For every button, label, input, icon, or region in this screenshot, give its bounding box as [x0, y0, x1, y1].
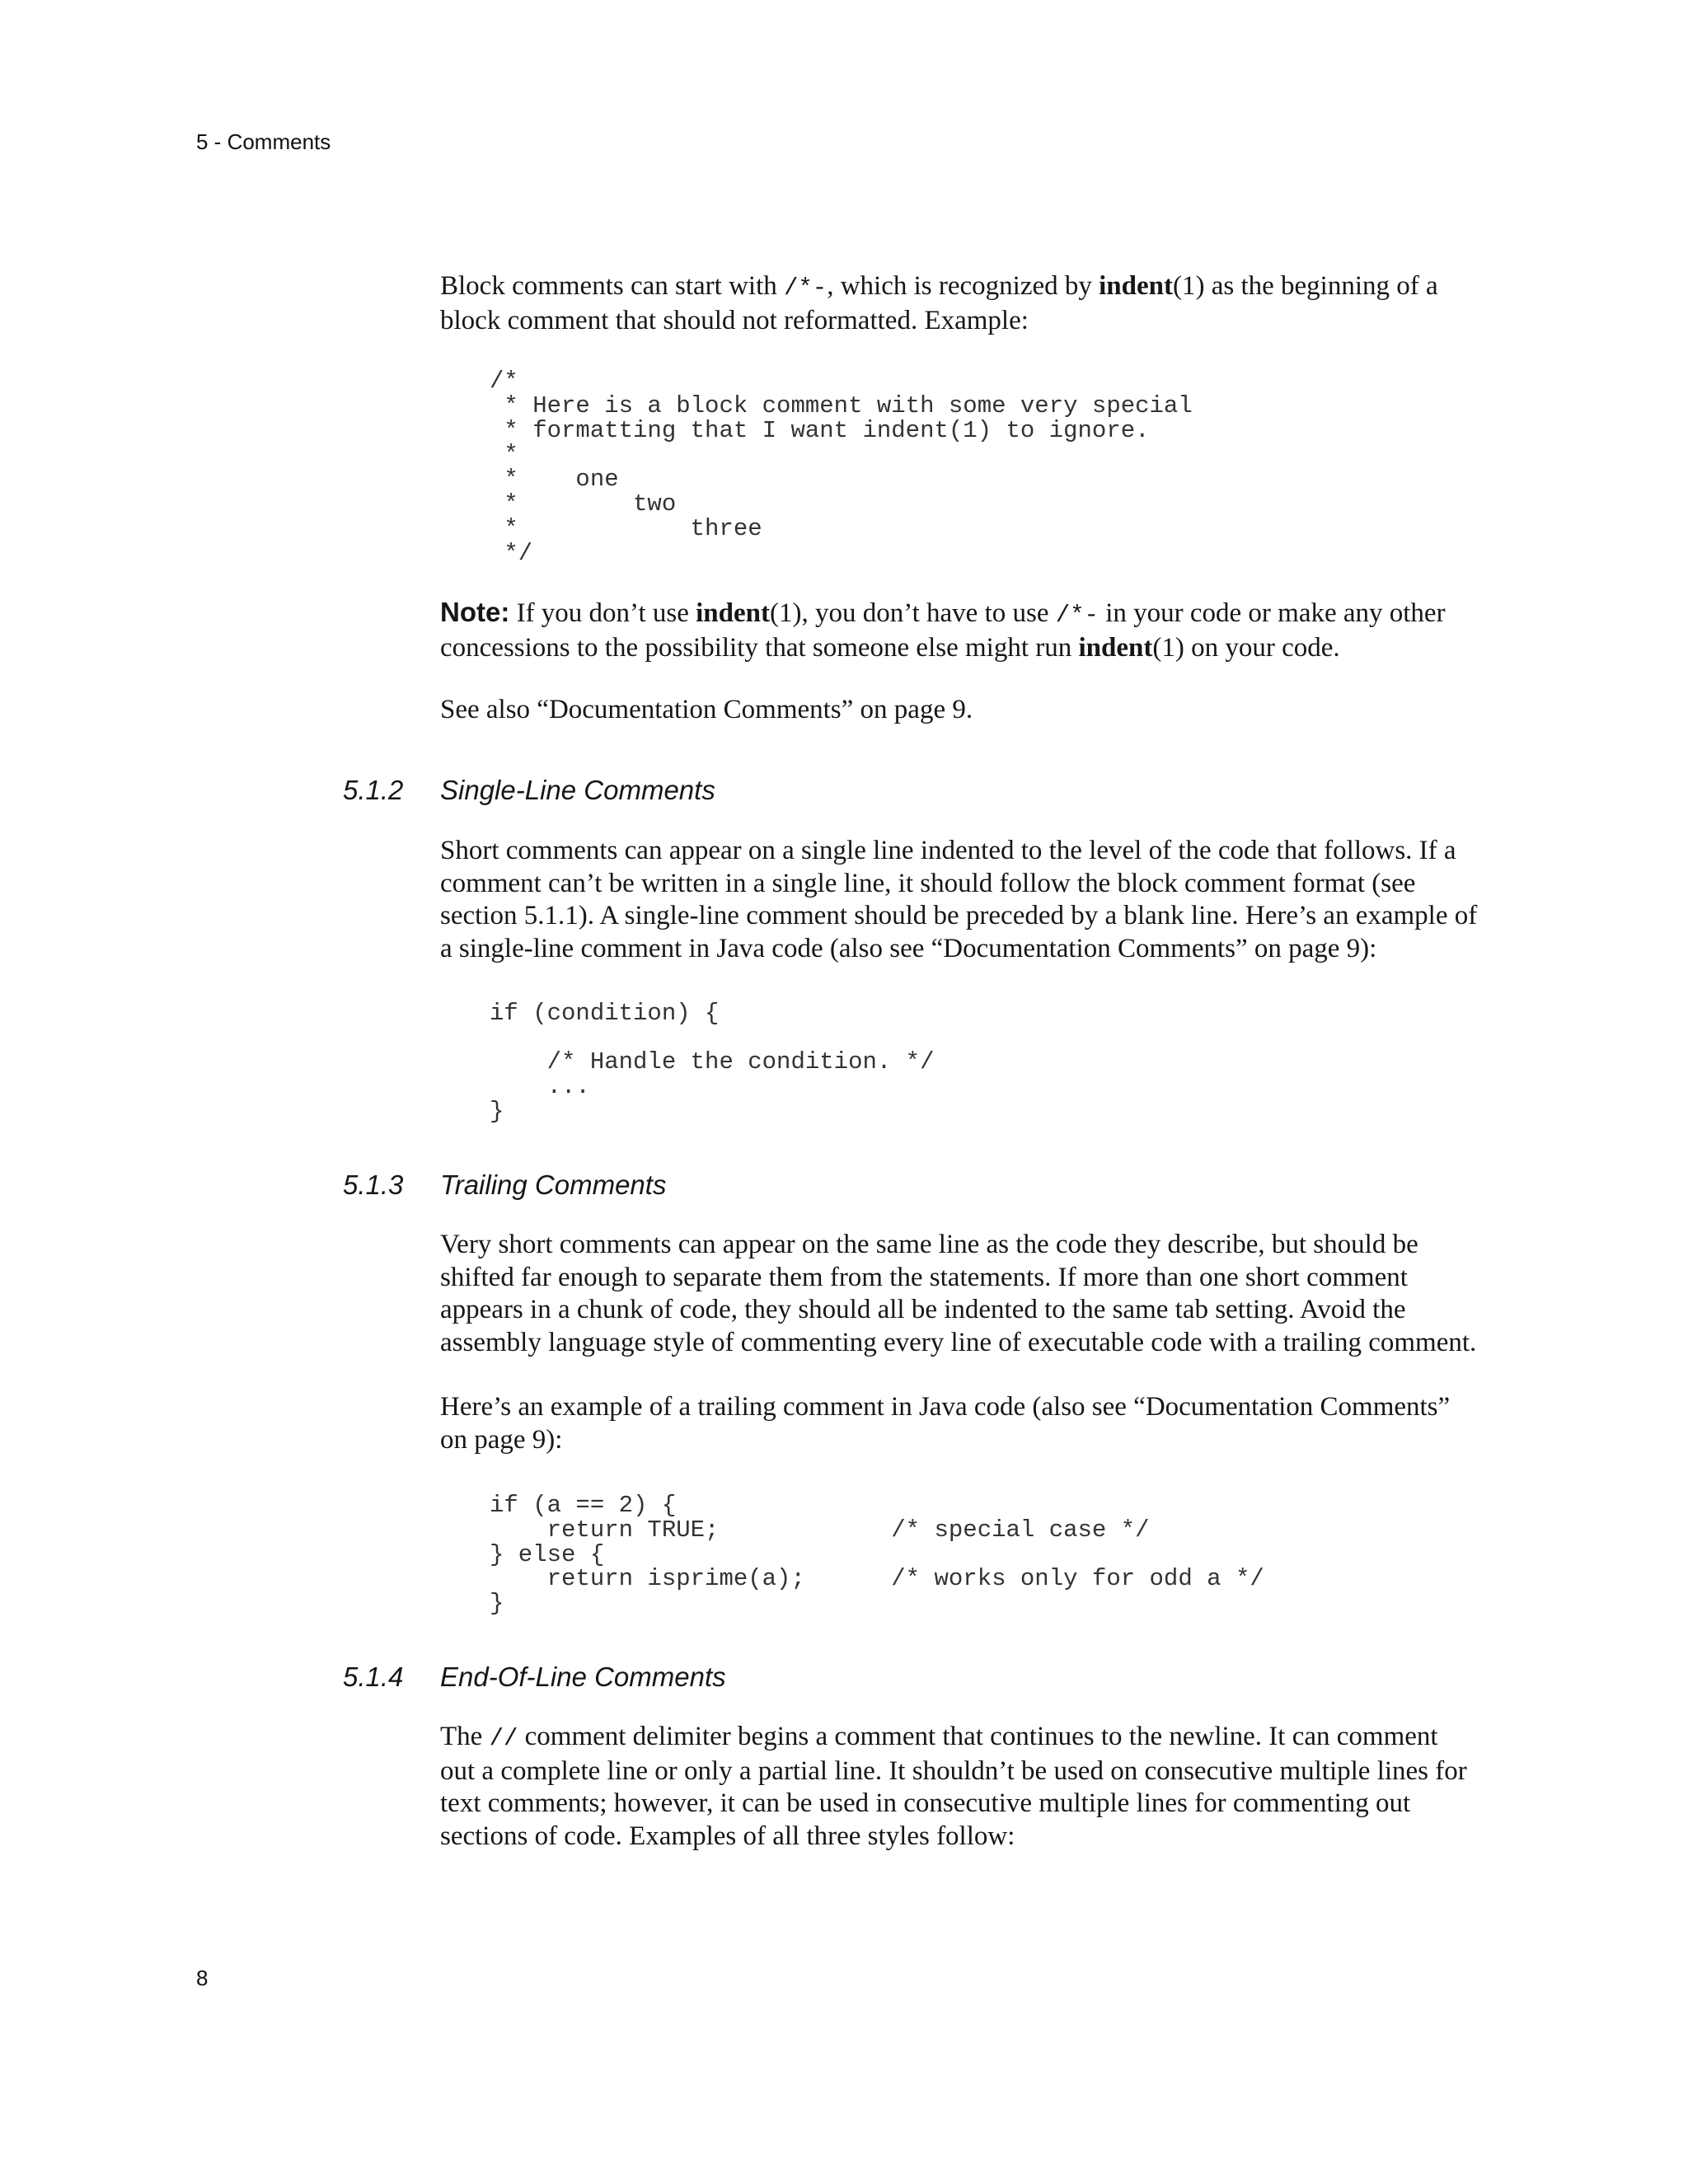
- trailing-paragraph-2: Here’s an example of a trailing comment in Java code (also see “Documentation Comments” on page 9):: [440, 1392, 1451, 1455]
- section-title: Single-Line Comments: [440, 775, 715, 805]
- intro-text-1: Block comments can start with: [440, 271, 784, 301]
- single-line-paragraph: Short comments can appear on a single line indented to the level of the code that follows. If a comment can’t be written in a single line, it should follow the block comment format (see section 5.1.1). A single-line comment should be preceded by a blank line. Here’s an example of a single-line comment in Java code (also see “Documentation Comments” on page 9):: [440, 836, 1478, 963]
- trailing-code-example: if (a == 2) { return TRUE; /* special case */ } else { return isprime(a); /* works only for odd a */ }: [490, 1492, 1264, 1618]
- note-text-2: (1), you don’t have to use: [769, 598, 1056, 628]
- note-paragraph: [440, 596, 1479, 664]
- section-number: 5.1.2: [343, 775, 404, 805]
- intro-paragraph: [440, 270, 1479, 337]
- note-label: Note:: [440, 597, 510, 627]
- section-number: 5.1.3: [343, 1169, 404, 1200]
- intro-text-2: , which is recognized by: [827, 271, 1100, 301]
- running-head: 5 - Comments: [196, 129, 331, 154]
- single-line-code-rest: /* Handle the condition. */ ... }: [490, 1048, 935, 1125]
- command-name: indent: [1099, 271, 1173, 301]
- section-heading-5-1-2: [343, 774, 715, 807]
- note-text-3: in your code or make any other concessions to the possibility that someone else might run: [440, 598, 1446, 663]
- command-name: indent: [1078, 632, 1153, 663]
- note-text-4: (1) on your code.: [1152, 632, 1340, 663]
- note-text-1: If you don’t use: [509, 598, 696, 628]
- inline-code: /*-: [1055, 602, 1099, 629]
- eol-text-2: comment delimiter begins a comment that continues to the newline. It can comment out a complete line or only a partial line. It shouldn’t be used on consecutive multiple lines for text comments; however, it can be used in consecutive multiple lines for commenting out sections of code. Examples of all three styles follow:: [440, 1722, 1467, 1851]
- section-number: 5.1.4: [343, 1661, 404, 1692]
- eol-text-1: The: [440, 1722, 490, 1751]
- see-also-paragraph: See also “Documentation Comments” on page 9.: [440, 695, 973, 724]
- command-name: indent: [696, 598, 770, 628]
- section-title: Trailing Comments: [440, 1169, 667, 1200]
- inline-code: //: [489, 1725, 518, 1752]
- section-heading-5-1-3: [343, 1169, 666, 1202]
- section-title: End-Of-Line Comments: [440, 1661, 726, 1692]
- section-heading-5-1-4: [343, 1661, 726, 1694]
- page-number: 8: [196, 1966, 209, 1990]
- trailing-paragraph-1: Very short comments can appear on the same line as the code they describe, but should be shifted far enough to separate them from the statements. If more than one short comment appears in a chunk of code, they should all be indented to the same tab setting. Avoid the assembly language style of commenting every line of executable code with a trailing comment.: [440, 1230, 1477, 1357]
- single-line-code-line-1: if (condition) {: [490, 1000, 720, 1027]
- block-comment-example: /* * Here is a block comment with some very special * formatting that I want indent(1) to ignore. * * one * two * three */: [490, 368, 1193, 567]
- end-of-line-paragraph: [440, 1721, 1479, 1853]
- intro-text-3: (1) as the beginning of a block comment that should not reformatted. Example:: [440, 271, 1438, 335]
- inline-code: /*-: [784, 274, 828, 302]
